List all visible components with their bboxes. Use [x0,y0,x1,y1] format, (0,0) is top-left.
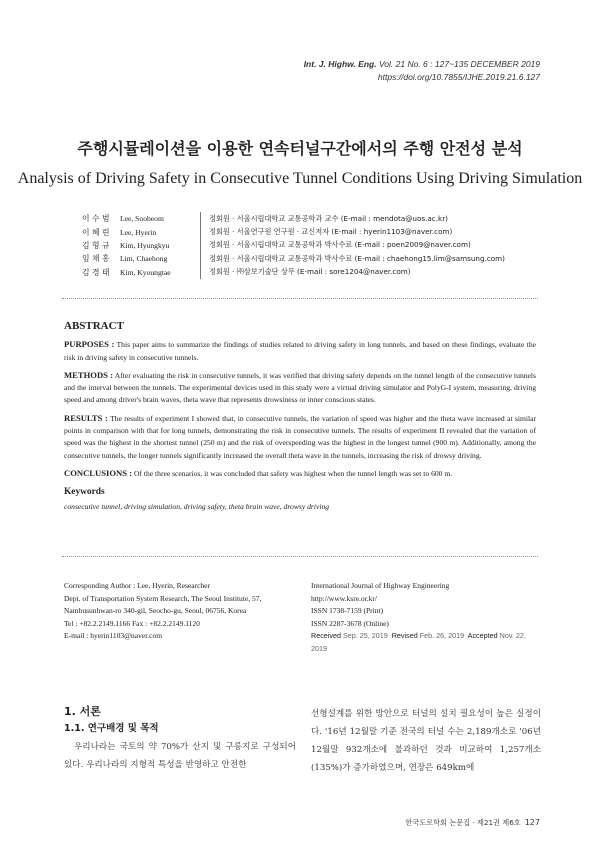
author-english-name: Kim, Kyoungtae [120,267,171,277]
correspondence-email: E-mail : hyerin1103@naver.com [64,631,163,641]
author-table [82,212,505,279]
divider-top [62,298,538,299]
submission-dates [311,630,541,655]
journal-website[interactable]: http://www.ksre.or.kr/ [311,593,377,603]
author-english-name: Lim, Chaehong [120,254,168,264]
methods-label: METHODS : [64,369,114,380]
divider-bottom [62,556,538,557]
subsection-title: 1.1. 연구배경 및 목적 [64,723,159,734]
body-text-right: 선형설계를 위한 방안으로 터널의 설치 필요성이 높은 실정이다. '16년 12월말 기준 전국의 터널 수는 2,189개소로 '06년 12월말 932개소에 불과하던 것과 비교하여 1,257개소(135%)가 증가하였으며, 연장은 649km에 [311,709,541,773]
journal-citation: Vol. 21 No. 6 : 127~135 DECEMBER 2019 [378,59,540,69]
abstract-results [64,412,536,462]
page-footer [360,818,540,828]
keywords-text: consecutive tunnel, driving simulation, driving safety, theta brain wave, drowsy driving [64,501,330,511]
author-korean-name: 임 채 홍 [82,254,110,264]
author-english-name: Kim, Hyungkyu [120,240,170,250]
author-korean-name: 이 혜 린 [82,227,110,237]
journal-info-line: ISSN 2287-3678 (Online) [311,618,389,628]
methods-text: After evaluating the risk in consecutive tunnels, it was verified that driving safety depends on the tunnel length of the consecutive tunnels and the interval between the tunnels. The experimental devices used in this study were a virtual driving simulator and PolyG-I system, measuring, driving speed and among driver's brain waves, theta wave that represents drowsiness or inner conscious states. [64,370,536,405]
author-english-name: Lee, Soobeom [120,214,164,224]
author-divider [201,212,210,225]
page-number: 127 [524,818,540,827]
author-affiliation: 정회원 · 서울연구원 연구원 · 교신저자 (E-mail : hyerin1103@naver.com) [209,227,453,237]
conclusions-label: CONCLUSIONS : [64,467,133,478]
author-korean-name: 김 형 규 [82,240,110,250]
correspondence-info [64,580,294,643]
section-title: 1. 서론 [64,705,101,718]
footer-journal: 한국도로학회 논문집 · 제21권 제6호 [405,818,521,827]
abstract-conclusions [64,467,536,480]
author-row [82,266,505,279]
author-korean-name: 김 경 태 [82,267,110,277]
author-english-name: Lee, Hyerin [120,227,157,237]
abstract [64,320,536,513]
journal-name: Int. J. Highw. Eng. [303,59,377,69]
accepted-date: Nov. 22, 2019 [311,631,526,653]
conclusions-text: Of the three scenarios, it was concluded that safety was highest when the tunnel length was set to 600 m. [132,468,453,478]
abstract-methods [64,369,536,407]
journal-doi[interactable]: https://doi.org/10.7855/IJHE.2019.21.6.127 [377,72,540,82]
author-divider [201,225,210,238]
author-affiliation: 정회원 · ㈜삼보기술단 상무 (E-mail : sore1204@naver.com) [209,267,411,277]
purposes-label: PURPOSES : [64,339,115,350]
author-korean-name: 이 수 범 [82,214,110,224]
received-date: Sep. 25, 2019 [342,631,388,641]
author-row [82,252,505,265]
author-affiliation: 정회원 · 서울시립대학교 교통공학과 교수 (E-mail : mendota@uos.ac.kr) [209,213,448,223]
correspondence-line: Corresponding Author : Lee, Hyerin, Researcher [64,581,210,590]
author-divider [201,266,210,279]
correspondence-line: Dept. of Transportation System Research, The Seoul Institute, 57, [64,593,262,603]
purposes-text: This paper aims to summarize the findings of studies related to driving safety in long tunnels, and based on these findings, evaluate the risk in driving safety in consecutive tunnels. [64,340,536,362]
body-text-left: 우리나라는 국토의 약 70%가 산지 및 구릉지로 구성되어 있다. 우리나라의 지형적 특성을 반영하고 안전한 [64,742,296,770]
results-label: RESULTS : [64,412,108,423]
keywords-heading: Keywords [64,487,105,498]
title-korean: 주행시뮬레이션을 이용한 연속터널구간에서의 주행 안전성 분석 [77,139,523,158]
journal-info-line: International Journal of Highway Engineering [311,581,450,590]
author-affiliation: 정회원 · 서울시립대학교 교통공학과 박사수료 (E-mail : poen2009@naver.com) [209,240,471,250]
journal-header [304,58,540,84]
author-row [82,225,505,238]
revised-date: Feb. 26, 2019 [419,631,465,641]
accepted-label: Accepted [467,631,498,641]
journal-info [311,580,541,656]
received-label: Received [311,631,341,641]
author-divider [201,252,210,265]
author-divider [201,239,210,252]
author-row [82,212,505,225]
title-english: Analysis of Driving Safety in Consecutive Tunnel Conditions Using Driving Simulation [17,170,583,187]
revised-label: Revised [391,631,418,641]
journal-info-line: ISSN 1738-7159 (Print) [311,606,384,616]
results-text: The results of experiment I showed that, in consecutive tunnels, the variation of speed was higher and the theta wave increased at similar points in comparison with that for long tunnels, demonstrating the risk in consecutive tunnels. The results of experiment II revealed that the variation of speed was the highest in the shortest tunnel (250 m) and the risk of overspeeding was the highest in the longest tunnel (900 m). Additionally, among the consecutive tunnels, the longer tunnels significantly increased the overall theta wave in the tunnels, increasing the risk of drowsy driving. [64,413,537,460]
abstract-heading: ABSTRACT [64,320,124,332]
author-row [82,239,505,252]
author-affiliation: 정회원 · 서울시립대학교 교통공학과 박사수료 (E-mail : chaehong15.lim@samsung.com) [209,253,505,263]
abstract-purposes [64,338,536,364]
correspondence-line: Nambusunhwan-ro 340-gil, Seocho-gu, Seoul, 06756, Korea [64,606,247,616]
correspondence-line: Tel : +82.2.2149.1166 Fax : +82.2.2149.1120 [64,618,200,628]
